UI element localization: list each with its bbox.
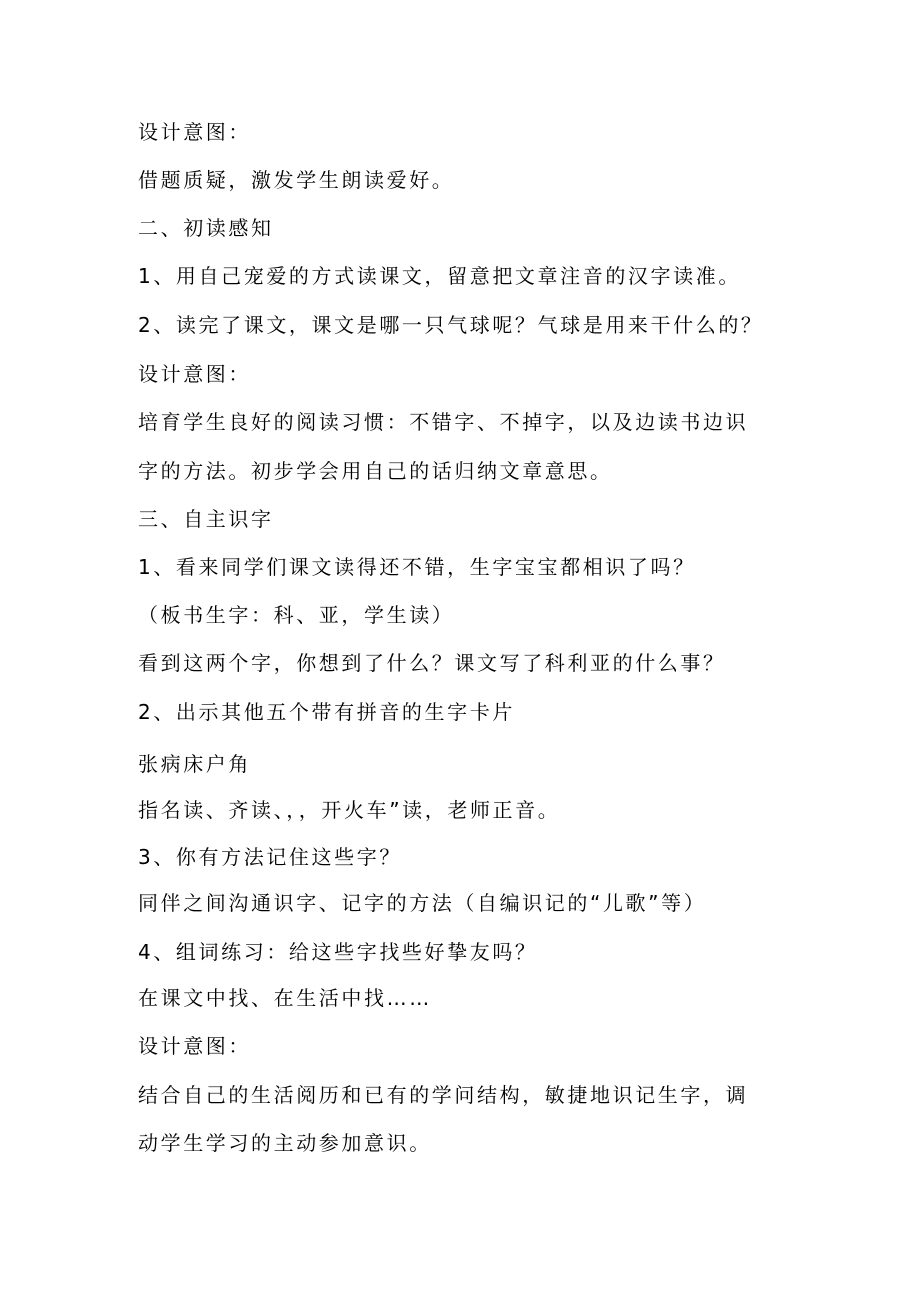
heading-design-intent: 设计意图：	[138, 362, 251, 386]
paragraph-text: 张病床户角	[138, 752, 251, 776]
list-item: 3、你有方法记住这些字？	[138, 845, 402, 869]
list-item: 2、读完了课文，课文是哪一只气球呢？气球是用来干什么的？	[138, 313, 764, 337]
list-item: 1、用自己宠爱的方式读课文，留意把文章注音的汉字读准。	[138, 264, 741, 288]
paragraph-text: 在课文中找、在生活中找……	[138, 986, 432, 1010]
paragraph-text: 看到这两个字，你想到了什么？课文写了科利亚的什么事？	[138, 651, 726, 675]
paragraph-text: 同伴之间沟通识字、记字的方法（自编识记的“儿歌”等）	[138, 891, 707, 915]
paragraph-text: （板书生字：科、亚，学生读）	[138, 603, 455, 627]
list-item: 4、组词练习：给这些字找些好挚友吗？	[138, 940, 538, 964]
paragraph-text: 字的方法。初步学会用自己的话归纳文章意思。	[138, 459, 613, 483]
paragraph-text: 结合自己的生活阅历和已有的学问结构，敏捷地识记生字，调	[138, 1083, 749, 1107]
paragraph-text: 借题质疑，激发学生朗读爱好。	[138, 168, 455, 192]
paragraph-text: 动学生学习的主动参加意识。	[138, 1131, 432, 1155]
paragraph-text: 指名读、齐读、，，开火车”读，老师正音。	[138, 798, 561, 822]
list-item: 1、看来同学们课文读得还不错，生字宝宝都相识了吗？	[138, 555, 696, 579]
section-heading: 二、初读感知	[138, 216, 274, 240]
list-item: 2、出示其他五个带有拼音的生字卡片	[138, 700, 515, 724]
paragraph-text: 培育学生良好的阅读习惯：不错字、不掉字，以及边读书边识	[138, 410, 749, 434]
heading-design-intent: 设计意图：	[138, 120, 251, 144]
heading-design-intent: 设计意图：	[138, 1034, 251, 1058]
section-heading: 三、自主识字	[138, 507, 274, 531]
